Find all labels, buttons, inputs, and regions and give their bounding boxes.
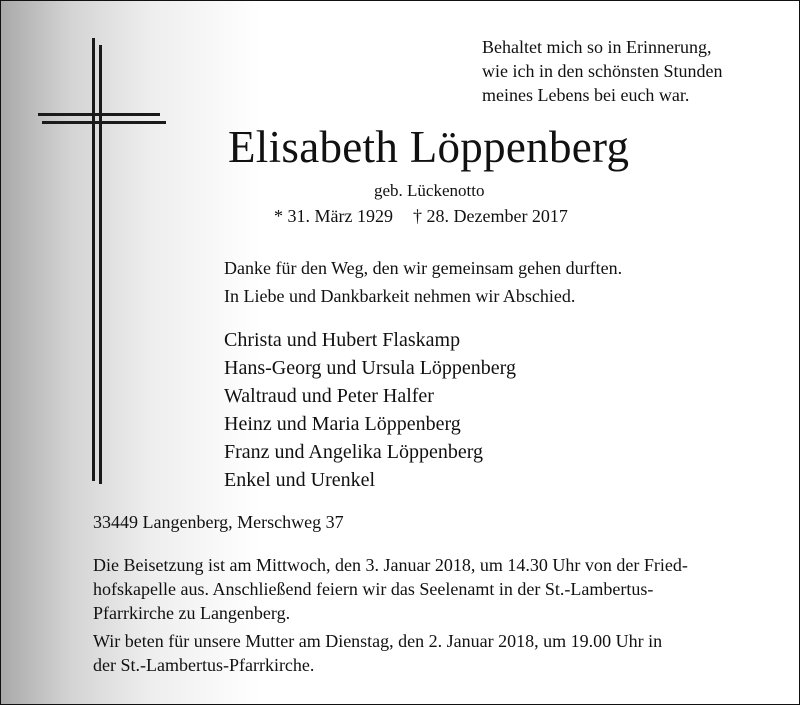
- funeral-notice-line: hofskapelle aus. Anschließend feiern wir das Seelenamt in der St.-Lambertus-: [93, 579, 654, 599]
- mourner-entry: Heinz und Maria Löppenberg: [224, 413, 461, 435]
- birth-date: * 31. März 1929: [274, 206, 393, 226]
- motto-line: wie ich in den schönsten Stunden: [482, 61, 723, 81]
- motto-line: meines Lebens bei euch war.: [482, 85, 690, 105]
- cross-vertical-bar-1: [92, 38, 95, 481]
- funeral-notice-line: Pfarrkirche zu Langenberg.: [93, 603, 291, 623]
- mourners-list: [224, 326, 516, 494]
- prayer-notice-line: der St.-Lambertus-Pfarrkirche.: [93, 655, 315, 675]
- motto-quote: [482, 35, 782, 107]
- funeral-notice: [93, 553, 765, 625]
- thanks-line: In Liebe und Dankbarkeit nehmen wir Abschied.: [224, 286, 576, 306]
- family-address: 33449 Langenberg, Merschweg 37: [93, 512, 344, 532]
- funeral-notice-line: Die Beisetzung ist am Mittwoch, den 3. Januar 2018, um 14.30 Uhr von der Fried-: [93, 555, 688, 575]
- deceased-name: Elisabeth Löppenberg: [228, 122, 630, 172]
- thanks-text: [224, 254, 622, 310]
- prayer-notice-line: Wir beten für unsere Mutter am Dienstag, den 2. Januar 2018, um 19.00 Uhr in: [93, 631, 663, 651]
- life-dates: [274, 204, 568, 228]
- cross-vertical-bar-2: [99, 45, 102, 484]
- motto-line: Behaltet mich so in Erinnerung,: [482, 37, 712, 57]
- cross-horizontal-bar-1: [38, 113, 160, 116]
- mourner-entry: Hans-Georg und Ursula Löppenberg: [224, 357, 516, 379]
- cross-horizontal-bar-2: [42, 121, 166, 124]
- death-date: † 28. Dezember 2017: [412, 206, 568, 226]
- prayer-notice: [93, 629, 765, 677]
- thanks-line: Danke für den Weg, den wir gemeinsam gehen durften.: [224, 258, 623, 278]
- mourner-entry: Christa und Hubert Flaskamp: [224, 329, 461, 351]
- mourner-entry: Franz und Angelika Löppenberg: [224, 441, 484, 463]
- mourner-entry: Waltraud und Peter Halfer: [224, 385, 434, 407]
- birth-name: geb. Lückenotto: [374, 181, 485, 200]
- mourner-entry: Enkel und Urenkel: [224, 469, 376, 491]
